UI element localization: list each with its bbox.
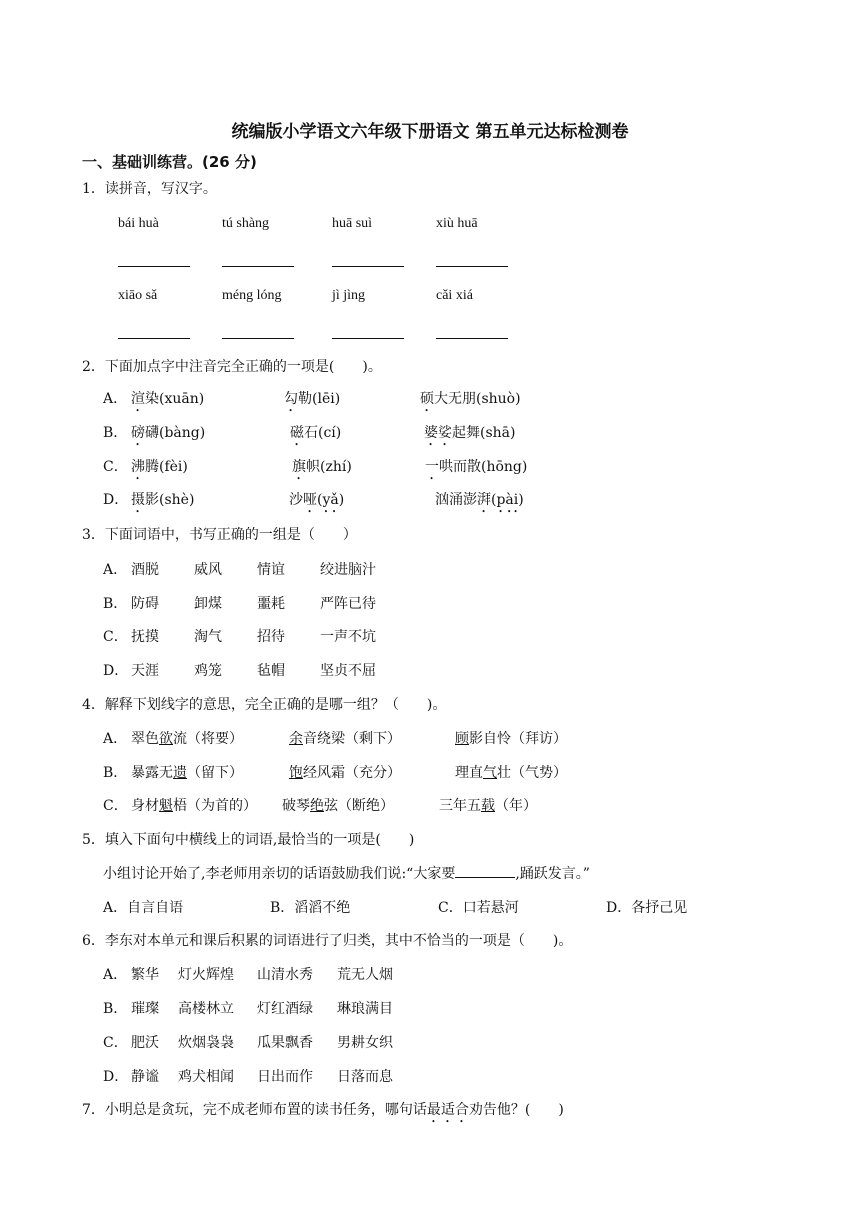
q6-option-label: D．	[103, 1069, 129, 1085]
q6-word: 荒无人烟	[337, 967, 393, 983]
q5-option: B．滔滔不绝	[270, 900, 351, 916]
q6-word: 山清水秀	[257, 967, 313, 983]
pinyin-5: xiāo sǎ	[118, 288, 158, 303]
q4-option-b-item: 暴露无遗（留下）	[131, 765, 243, 781]
q3-option-label: A．	[103, 562, 128, 578]
q4-option-b-item: 饱经风霜（充分）	[289, 765, 401, 781]
answer-blank[interactable]	[332, 266, 404, 267]
q6-word: 男耕女织	[337, 1035, 393, 1051]
q5-option: A．自言自语	[103, 900, 184, 916]
q3-word: 天涯	[131, 663, 159, 679]
fill-blank[interactable]	[455, 865, 515, 878]
pinyin-1: bái huà	[118, 216, 159, 231]
q4-option-c-label: C．	[103, 798, 128, 814]
q4-option-b-label: B．	[103, 765, 128, 781]
pinyin-6: méng lóng	[222, 288, 282, 303]
answer-blank[interactable]	[222, 266, 294, 267]
q3-word: 防碍	[131, 596, 159, 612]
q2-option-a-label: A．	[103, 391, 128, 407]
q6-word: 灯火辉煌	[178, 967, 234, 983]
q3-word: 抚摸	[131, 629, 159, 645]
q5-option: D．各抒己见	[606, 900, 688, 916]
q3-word: 绞进脑汁	[320, 562, 376, 578]
q2-stem: 2．下面加点字中注音完全正确的一项是( )。	[82, 359, 382, 375]
q6-stem: 6．李东对本单元和课后积累的词语进行了归类，其中不恰当的一项是（ )。	[82, 933, 573, 949]
q6-word: 炊烟袅袅	[178, 1035, 234, 1051]
answer-blank[interactable]	[436, 266, 508, 267]
answer-blank[interactable]	[118, 266, 190, 267]
q6-word: 瓜果飘香	[257, 1035, 313, 1051]
q3-word: 坚贞不屈	[320, 663, 376, 679]
answer-blank[interactable]	[222, 338, 294, 339]
q2-option-a-item: 勾勒(lēi)	[284, 391, 341, 407]
q3-word: 卸煤	[194, 596, 222, 612]
q6-word: 璀璨	[131, 1001, 159, 1017]
q4-option-a-label: A．	[103, 731, 128, 747]
q3-option-label: D．	[103, 663, 129, 679]
q2-option-a-item: 硕大无朋(shuò)	[420, 391, 521, 407]
q5-option: C．口若悬河	[438, 900, 519, 916]
section-heading: 一、基础训练营。(26 分)	[82, 153, 257, 171]
q6-word: 日落而息	[337, 1069, 393, 1085]
q2-option-d-item: 汹涌澎湃(pài)	[435, 492, 524, 508]
q4-option-c-item: 三年五载（年）	[439, 798, 537, 814]
q6-word: 灯红酒绿	[257, 1001, 313, 1017]
q6-word: 琳琅满目	[337, 1001, 393, 1017]
answer-blank[interactable]	[436, 338, 508, 339]
q2-option-d-item: 沙哑(yǎ)	[289, 492, 345, 508]
q3-word: 酒脱	[131, 562, 159, 578]
q4-stem: 4．解释下划线字的意思，完全正确的是哪一组？（ )。	[82, 697, 447, 713]
q2-option-b-item: 磁石(cí)	[290, 425, 342, 441]
q6-option-label: B．	[103, 1001, 128, 1017]
q2-option-d-label: D．	[103, 492, 129, 508]
q6-word: 日出而作	[257, 1069, 313, 1085]
q5-sentence: 小组讨论开始了,李老师用亲切的话语鼓励我们说:“大家要 ,踊跃发言。”	[103, 866, 590, 882]
q6-word: 静谧	[131, 1069, 159, 1085]
q2-option-d-item: 摄影(shè)	[131, 492, 195, 508]
q3-word: 严阵已待	[320, 596, 376, 612]
exam-title: 统编版小学语文六年级下册语文 第五单元达标检测卷	[231, 122, 629, 142]
q3-word: 噩耗	[257, 596, 285, 612]
q4-option-a-item: 顾影自怜（拜访）	[455, 731, 567, 747]
q2-option-c-label: C．	[103, 459, 128, 475]
q2-option-b-label: B．	[103, 425, 128, 441]
q6-word: 繁华	[131, 967, 159, 983]
q3-option-label: C．	[103, 629, 128, 645]
q3-word: 鸡笼	[194, 663, 222, 679]
q6-word: 高楼林立	[178, 1001, 234, 1017]
q1-stem: 1．读拼音，写汉字。	[82, 181, 217, 197]
q3-word: 威风	[194, 562, 222, 578]
q3-option-label: B．	[103, 596, 128, 612]
q4-option-a-item: 翠色欲流（将要）	[131, 731, 243, 747]
q5-stem: 5．填入下面句中横线上的词语,最恰当的一项是( )	[82, 832, 415, 848]
q2-option-c-item: 一哄而散(hōng)	[425, 459, 528, 475]
q4-option-b-item: 理直气壮（气势）	[455, 765, 567, 781]
q2-option-a-item: 渲染(xuān)	[131, 391, 205, 407]
q3-word: 淘气	[194, 629, 222, 645]
q3-word: 一声不坑	[320, 629, 376, 645]
q2-option-c-item: 旗帜(zhí)	[292, 459, 352, 475]
q7-stem: 7．小明总是贪玩，完不成老师布置的读书任务，哪句话最适合劝告他？( )	[82, 1102, 564, 1118]
q3-word: 情谊	[257, 562, 285, 578]
q4-option-a-item: 余音绕梁（剩下）	[289, 731, 401, 747]
q3-stem: 3．下面词语中，书写正确的一组是（ ）	[82, 527, 357, 543]
answer-blank[interactable]	[118, 338, 190, 339]
q2-option-c-item: 沸腾(fèi)	[131, 459, 188, 475]
pinyin-2: tú shàng	[222, 216, 270, 231]
q2-option-b-item: 婆娑起舞(shā)	[424, 425, 516, 441]
q6-option-label: A．	[103, 967, 128, 983]
q6-word: 肥沃	[131, 1035, 159, 1051]
pinyin-8: cǎi xiá	[436, 288, 473, 303]
pinyin-4: xiù huā	[436, 216, 478, 231]
q3-word: 招待	[257, 629, 285, 645]
answer-blank[interactable]	[332, 338, 404, 339]
q2-option-b-item: 磅礴(bàng)	[131, 425, 206, 441]
q3-word: 毡帽	[257, 663, 285, 679]
q4-option-c-item: 身材魁梧（为首的）	[131, 798, 257, 814]
q4-option-c-item: 破琴绝弦（断绝）	[282, 798, 394, 814]
q6-word: 鸡犬相闻	[178, 1069, 234, 1085]
pinyin-3: huā suì	[332, 216, 373, 231]
pinyin-7: jì jìng	[332, 288, 366, 303]
q6-option-label: C．	[103, 1035, 128, 1051]
